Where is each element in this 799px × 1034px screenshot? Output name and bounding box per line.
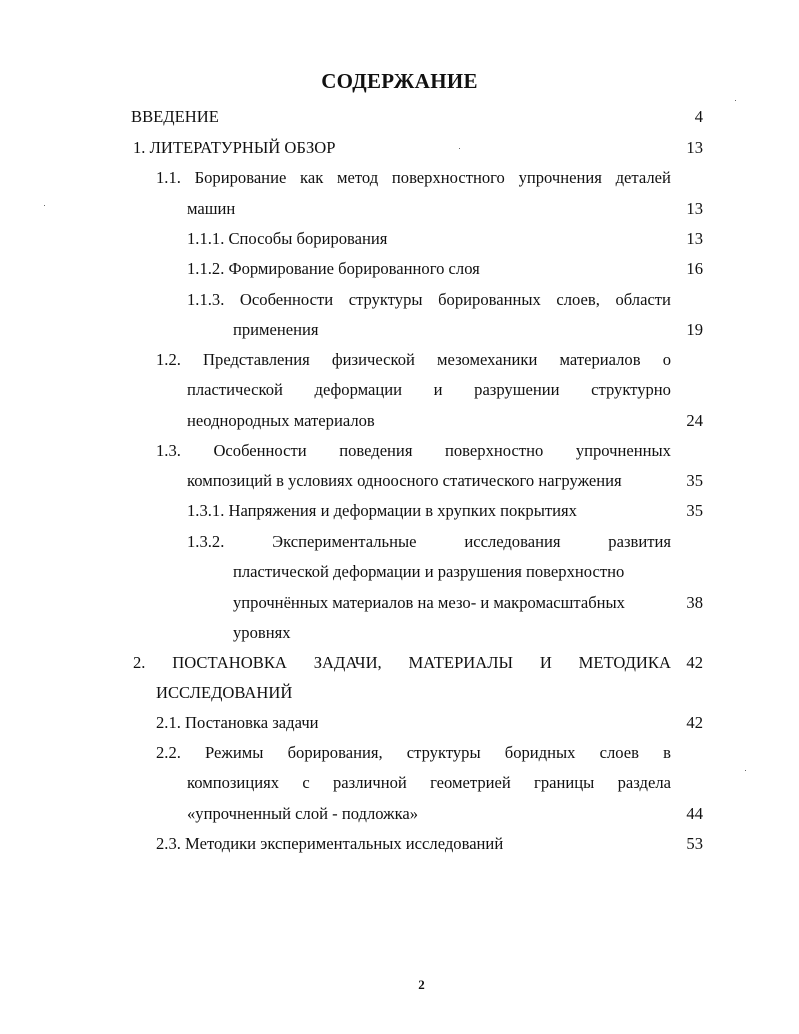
toc-entry-label: 1. ЛИТЕРАТУРНЫЙ ОБЗОР — [133, 138, 336, 157]
scan-speck — [745, 770, 746, 771]
toc-entry-label-line3: «упрочненный слой - подложка» — [187, 804, 419, 823]
toc-entry-label-line4: уровнях — [233, 623, 291, 642]
toc-entry-label: ВВЕДЕНИЕ — [131, 107, 219, 126]
page-number: 2 — [418, 977, 425, 992]
toc-entry-page: 4 — [694, 107, 703, 126]
toc-entry-page: 38 — [686, 593, 703, 612]
toc-entry-label-line1 — [156, 168, 671, 188]
word: геометрией — [430, 773, 511, 792]
toc-entry-page: 13 — [686, 199, 703, 218]
toc-entry-page: 35 — [686, 471, 703, 490]
word: о — [662, 350, 671, 369]
word: композициях — [187, 773, 280, 792]
word: пластической — [187, 380, 283, 399]
toc-entry-label-line1 — [156, 743, 671, 763]
toc-entry-page: 42 — [686, 653, 703, 672]
toc-entry-label-line2: композиций в условиях одноосного статического нагружения — [187, 471, 622, 490]
word: Режимы — [205, 743, 264, 762]
word: деталей — [615, 168, 671, 187]
toc-entry-label-line2 — [187, 380, 671, 400]
toc-entry-page: 13 — [686, 138, 703, 157]
toc-entry-label: 1.1.2. Формирование борированного слоя — [187, 259, 480, 278]
word: 1.1.3. — [187, 290, 225, 309]
toc-entry-label-line3: неоднородных материалов — [187, 411, 375, 430]
toc-entry-label-line1 — [187, 290, 671, 310]
word: исследования — [464, 532, 561, 551]
scan-speck — [459, 148, 460, 149]
toc-entry-label-line1 — [133, 653, 671, 673]
toc-entry-label-line2: ИССЛЕДОВАНИЙ — [156, 683, 293, 702]
toc-entry-label-line2 — [187, 773, 671, 793]
word: Борирование — [194, 168, 287, 187]
word: 1.2. — [156, 350, 181, 369]
word: 1.3. — [156, 441, 181, 460]
word: борированных — [438, 290, 541, 309]
word: как — [300, 168, 324, 187]
page-title: СОДЕРЖАНИЕ — [321, 69, 478, 93]
word: ЗАДАЧИ, — [313, 653, 382, 672]
toc-entry-page: 19 — [686, 320, 703, 339]
toc-entry-label: 1.1.1. Способы борирования — [187, 229, 388, 248]
word: Представления — [203, 350, 310, 369]
toc-entry-label-line2: машин — [187, 199, 236, 218]
toc-entry-page: 13 — [686, 229, 703, 248]
word: боридных — [504, 743, 576, 762]
word: поверхностно — [445, 441, 544, 460]
word: физической — [331, 350, 415, 369]
word: области — [615, 290, 671, 309]
word: слоев — [599, 743, 639, 762]
toc-entry-page: 16 — [686, 259, 703, 278]
toc-entry-label: 2.3. Методики экспериментальных исследований — [156, 834, 504, 853]
word: И — [539, 653, 552, 672]
word: развития — [608, 532, 671, 551]
toc-entry-label-line2: применения — [233, 320, 319, 339]
word: метод — [337, 168, 379, 187]
word: деформации — [314, 380, 403, 399]
word: мезомеханики — [437, 350, 538, 369]
word: структуры — [348, 290, 423, 309]
toc-entry-page: 44 — [686, 804, 703, 823]
toc-entry-page: 42 — [686, 713, 703, 732]
word: поверхностного — [391, 168, 505, 187]
toc-entry-label-line3: упрочнённых материалов на мезо- и макромасштабных — [233, 593, 625, 612]
word: 2.2. — [156, 743, 181, 762]
word: МЕТОДИКА — [578, 653, 671, 672]
word: материалов — [559, 350, 641, 369]
word: раздела — [617, 773, 671, 792]
toc-entry-label-line1 — [156, 441, 671, 461]
word: в — [663, 743, 671, 762]
word: и — [433, 380, 443, 399]
word: различной — [332, 773, 407, 792]
word: ПОСТАНОВКА — [172, 653, 287, 672]
word: упрочнения — [518, 168, 602, 187]
toc-entry-page: 24 — [686, 411, 703, 430]
word: слоев, — [556, 290, 600, 309]
word: поведения — [339, 441, 413, 460]
word: Особенности — [239, 290, 334, 309]
word: МАТЕРИАЛЫ — [408, 653, 513, 672]
toc-entry-label: 1.3.1. Напряжения и деформации в хрупких покрытиях — [187, 501, 577, 520]
toc-entry-page: 53 — [686, 834, 703, 853]
toc-entry-label-line1 — [187, 532, 671, 552]
word: с — [302, 773, 310, 792]
word: 2. — [133, 653, 146, 672]
toc-entry-label-line2: пластической деформации и разрушения поверхностно — [233, 562, 625, 581]
word: Особенности — [213, 441, 307, 460]
word: Экспериментальные — [272, 532, 417, 551]
toc-entry-label: 2.1. Постановка задачи — [156, 713, 319, 732]
scan-speck — [735, 100, 736, 101]
word: 1.1. — [156, 168, 181, 187]
word: борирования, — [287, 743, 383, 762]
scan-speck — [44, 205, 45, 206]
toc-entry-label-line1 — [156, 350, 671, 370]
word: границы — [534, 773, 595, 792]
word: разрушении — [474, 380, 560, 399]
toc-entry-page: 35 — [686, 501, 703, 520]
word: структуры — [406, 743, 481, 762]
word: 1.3.2. — [187, 532, 225, 551]
word: структурно — [591, 380, 671, 399]
word: упрочненных — [575, 441, 671, 460]
